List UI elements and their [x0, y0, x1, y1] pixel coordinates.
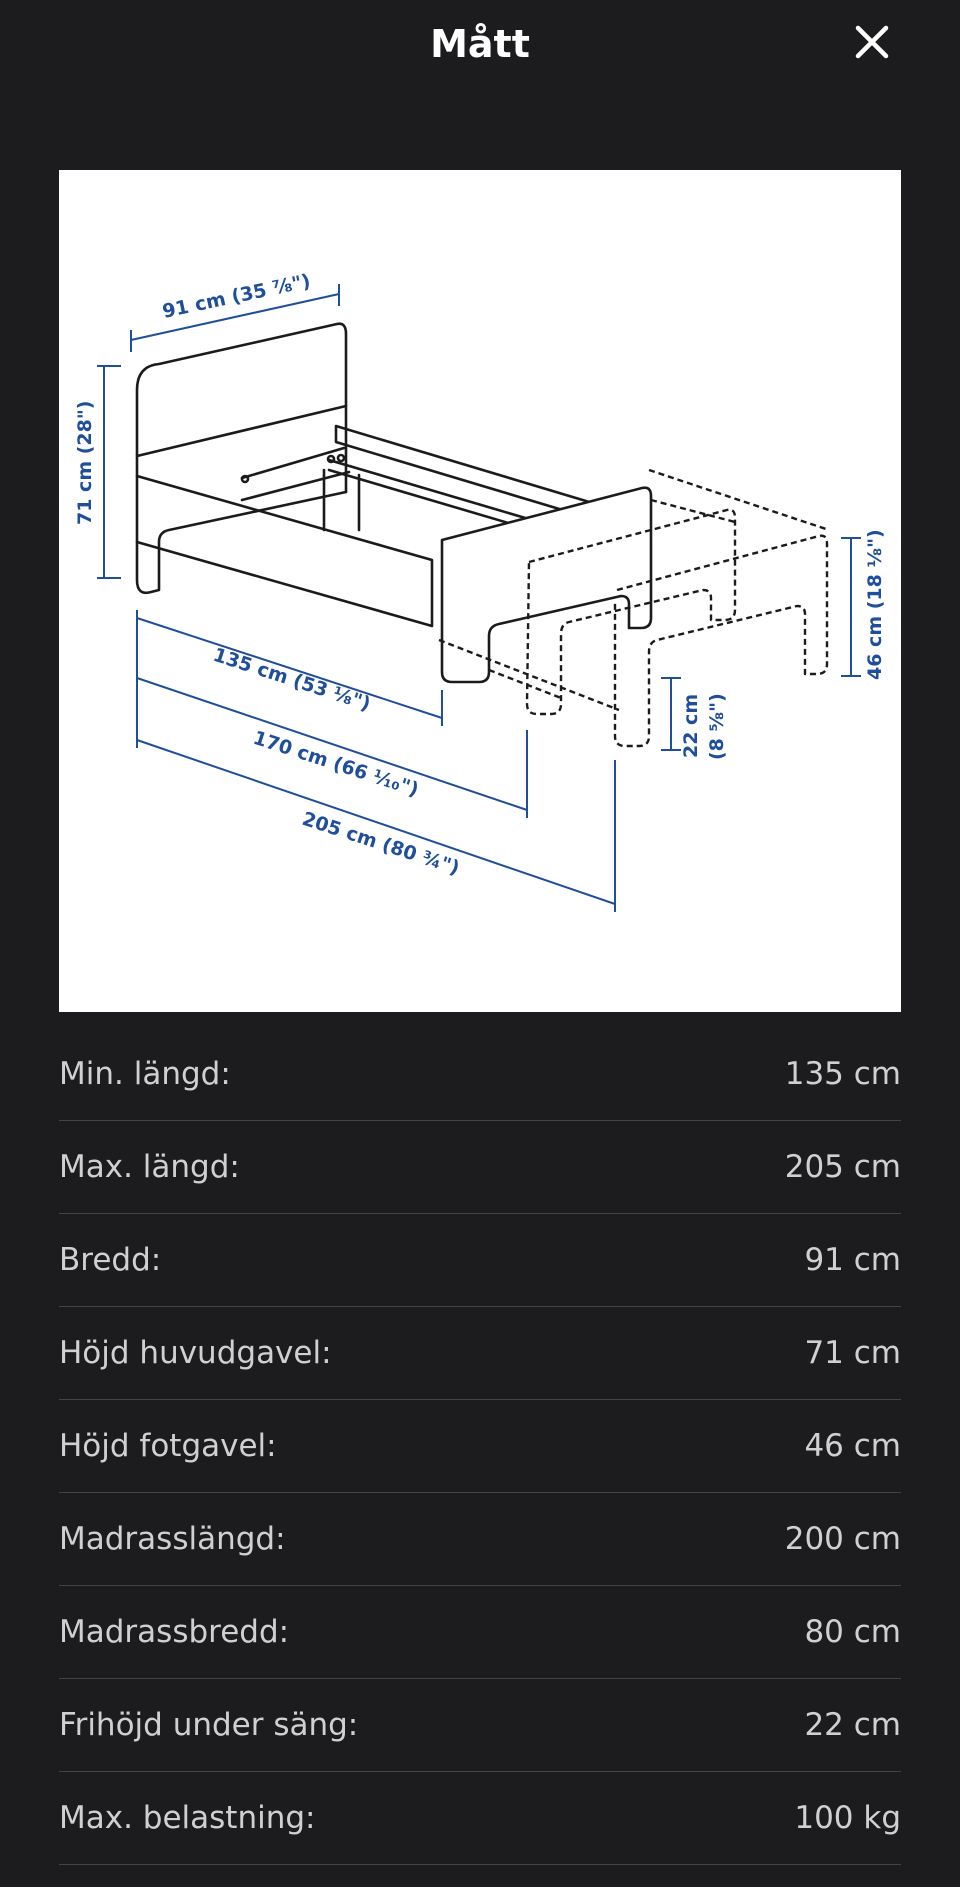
dim-width-label: 91 cm (35 ⅞")	[160, 270, 313, 323]
spec-row-headboard-height	[59, 1307, 901, 1400]
spec-value: 22 cm	[804, 1707, 901, 1743]
spec-value: 200 cm	[784, 1521, 901, 1557]
spec-row-min-length	[59, 1028, 901, 1121]
spec-label: Frihöjd under säng:	[59, 1707, 359, 1743]
spec-value: 91 cm	[804, 1242, 901, 1278]
spec-row-under-bed-clearance	[59, 1679, 901, 1772]
spec-row-mattress-length	[59, 1493, 901, 1586]
spec-row-footboard-height	[59, 1400, 901, 1493]
dim-mid-length-label: 170 cm (66 ⅒")	[250, 726, 422, 802]
spec-value: 80 cm	[804, 1614, 901, 1650]
spec-label: Madrasslängd:	[59, 1521, 286, 1557]
page-title: Mått	[430, 22, 530, 66]
spec-row-mattress-width	[59, 1586, 901, 1679]
spec-row-max-length	[59, 1121, 901, 1214]
dim-foot-height-label: 46 cm (18 ⅛")	[864, 529, 886, 680]
spec-label: Max. längd:	[59, 1149, 240, 1185]
close-button[interactable]	[848, 18, 896, 66]
spec-value: 135 cm	[784, 1056, 901, 1092]
dim-head-height-label: 71 cm (28")	[74, 400, 96, 525]
dimensions-list	[59, 1028, 901, 1865]
dimension-drawing	[59, 170, 901, 1012]
spec-label: Höjd huvudgavel:	[59, 1335, 332, 1371]
spec-label: Max. belastning:	[59, 1800, 316, 1836]
spec-label: Bredd:	[59, 1242, 162, 1278]
dim-clearance-cm-label: 22 cm	[680, 693, 702, 758]
spec-value: 46 cm	[804, 1428, 901, 1464]
dim-clearance-in-label: (8 ⅝")	[706, 693, 728, 760]
spec-value: 205 cm	[784, 1149, 901, 1185]
spec-label: Madrassbredd:	[59, 1614, 290, 1650]
dialog-header	[0, 0, 960, 90]
spec-value: 71 cm	[804, 1335, 901, 1371]
spec-row-width	[59, 1214, 901, 1307]
close-icon	[848, 18, 896, 66]
spec-label: Höjd fotgavel:	[59, 1428, 277, 1464]
dim-max-length-label: 205 cm (80 ¾")	[299, 807, 463, 880]
dim-min-length-label: 135 cm (53 ⅛")	[210, 643, 374, 716]
spec-value: 100 kg	[794, 1800, 901, 1836]
spec-row-max-load	[59, 1772, 901, 1865]
spec-label: Min. längd:	[59, 1056, 231, 1092]
